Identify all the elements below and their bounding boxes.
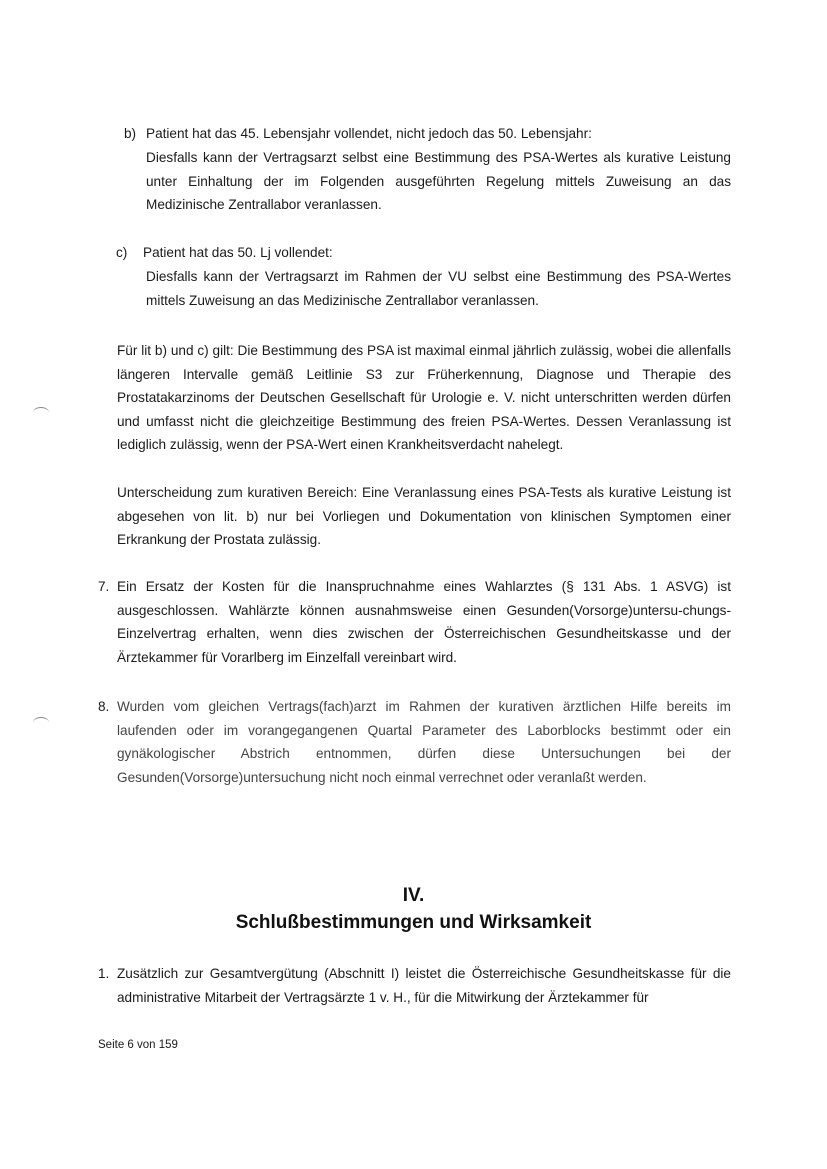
list-marker-1: 1. bbox=[98, 966, 110, 981]
list-marker-7: 7. bbox=[98, 579, 110, 594]
punch-hole-mark bbox=[33, 407, 49, 418]
list-marker-8: 8. bbox=[98, 699, 110, 714]
item-7-text: Ein Ersatz der Kosten für die Inanspruchnahme eines Wahlarztes (§ 131 Abs. 1 ASVG) ist ausgeschlossen. Wahlärzte können ausnahmsweise einen Gesunden(Vorsorge)untersu-chungs-Einzelvertrag erhalten, wenn dies zwischen der Österreichischen Gesundheitskasse und der Ärztekammer für Vorarlberg im Einzelfall vereinbart wird. bbox=[117, 579, 731, 665]
item-c-body: Diesfalls kann der Vertragsarzt im Rahmen der VU selbst eine Bestimmung des PSA-Wertes mittels Zuweisung an das Medizinische Zentrallabor veranlassen. bbox=[146, 269, 731, 308]
section-title: Schlußbestimmungen und Wirksamkeit bbox=[235, 912, 592, 933]
section-number: IV. bbox=[402, 885, 425, 906]
item-1-text: Zusätzlich zur Gesamtvergütung (Abschnitt I) leistet die Österreichische Gesundheitskasse für die administrative Mitarbeit der Vertragsärzte 1 v. H., für die Mitwirkung der Ärztekammer für bbox=[117, 966, 731, 1005]
item-c-heading: Patient hat das 50. Lj vollendet: bbox=[143, 245, 333, 260]
paragraph-lit-bc: Für lit b) und c) gilt: Die Bestimmung des PSA ist maximal einmal jährlich zulässig, wobei die allenfalls längeren Intervalle gemäß Leitlinie S3 zur Früherkennung, Diagnose und Therapie des Prostatakarzinoms der Deutschen Gesellschaft für Urologie e. V. nicht unterschritten werden dürfen und umfasst nicht die gleichzeitige Bestimmung des freien PSA-Wertes. Dessen Veranlassung ist lediglich zulässig, wenn der PSA-Wert einen Krankheitsverdacht nahelegt. bbox=[117, 343, 731, 452]
page-number-footer: Seite 6 von 159 bbox=[98, 1039, 178, 1051]
item-b-body: Diesfalls kann der Vertragsarzt selbst eine Bestimmung des PSA-Wertes als kurative Leistung unter Einhaltung der im Folgenden ausgeführten Regelung mittels Zuweisung an das Medizinische Zentrallabor veranlassen. bbox=[146, 150, 731, 212]
list-marker-b: b) bbox=[124, 126, 137, 141]
item-8-text: Wurden vom gleichen Vertrags(fach)arzt im Rahmen der kurativen ärztlichen Hilfe bereits im laufenden oder im vorangegangenen Quartal Parameter des Laborblocks bestimmt oder ein gynäkologischer Abstrich entnommen, dürfen diese Untersuchungen bei der Gesunden(Vorsorge)untersuchung nicht noch einmal verrechnet oder veranlaßt werden. bbox=[117, 699, 731, 785]
punch-hole-mark bbox=[33, 717, 49, 728]
list-marker-c: c) bbox=[116, 245, 128, 260]
paragraph-kurativ: Unterscheidung zum kurativen Bereich: Eine Veranlassung eines PSA-Tests als kurative Leistung ist abgesehen von lit. b) nur bei Vorliegen und Dokumentation von klinischen Symptomen einer Erkrankung der Prostata zulässig. bbox=[117, 485, 731, 547]
item-b-heading: Patient hat das 45. Lebensjahr vollendet, nicht jedoch das 50. Lebensjahr: bbox=[146, 126, 592, 141]
